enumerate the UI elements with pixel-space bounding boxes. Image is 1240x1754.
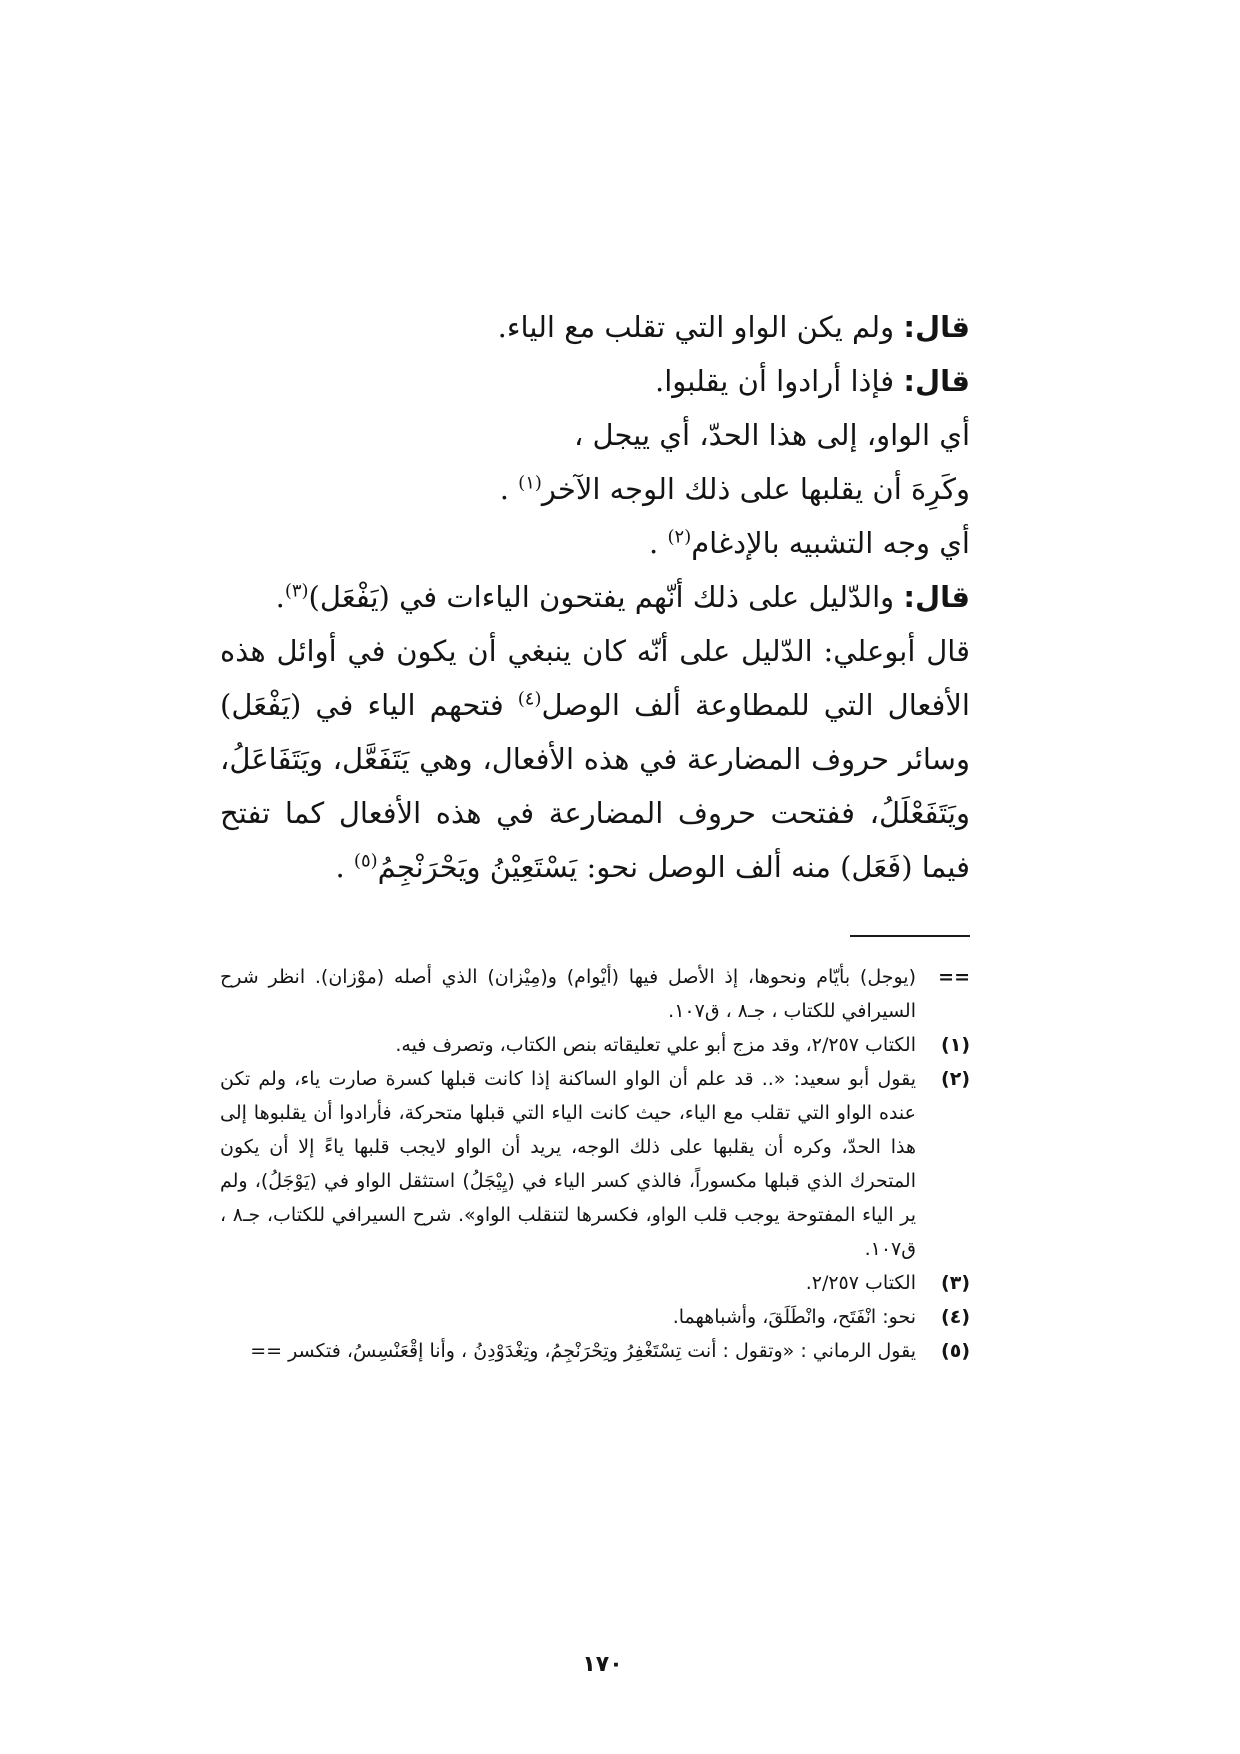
text-line-6 — [220, 570, 970, 624]
text-line-5 — [220, 516, 970, 570]
text-line-4-body: وكَرِهَ أن يقلبها على ذلك الوجه الآخر — [541, 472, 970, 506]
text-line-4 — [220, 462, 970, 516]
footnote-ref-4: (٤) — [517, 688, 542, 710]
paragraph-part-a: قال أبوعلي: الدّليل على أنّه كان ينبغي أن يكون في أوائل هذه الأفعال التي للمطاوعة ألف الوصل — [220, 634, 970, 722]
footnote-text: يقول الرماني : «وتقول : أنت تِسْتَغْفِرُ وتِحْرَنْجِمُ، وتِغْدَوْدِنُ ، وأنا إقْعَنْسِسُ، فتكسر == — [250, 1340, 916, 1362]
footnote-2 — [220, 1062, 970, 1266]
footnote-5 — [220, 1334, 970, 1368]
text-line-5-end: . — [649, 526, 668, 560]
text-line-2-body: فإذا أرادوا أن يقلبوا. — [655, 364, 895, 398]
text-line-3-body: أي الواو، إلى هذا الحدّ، أي ييجل ، — [573, 418, 970, 452]
abu-ali-paragraph — [220, 624, 970, 894]
footnote-4 — [220, 1300, 970, 1334]
footnote-text: (يوجل) بأيّام ونحوها، إذ الأصل فيها (أيْوام) و(مِيْزان) الذي أصله (موْزان). انظر شرح السيرافي للكتاب ، جـ٨ ، ق١٠٧. — [220, 966, 916, 1022]
footnote-mark: (٥) — [941, 1340, 970, 1362]
text-line-1-body: ولم يكن الواو التي تقلب مع الياء. — [497, 310, 895, 344]
text-line-1 — [220, 300, 970, 354]
footnotes — [220, 960, 970, 1368]
qal-label: قال: — [903, 310, 970, 344]
text-line-5-body: أي وجه التشبيه بالإدغام — [691, 526, 970, 560]
footnote-ref-1: (١) — [518, 472, 542, 494]
footnote-mark: == — [938, 966, 970, 988]
paragraph-part-b: فتحهم الياء في (يَفْعَل) وسائر حروف المضارعة في هذه الأفعال، وهي يَتَفَعَّل، ويَتَفَاعَلُ، ويَتَفَعْلَلُ، ففتحت حروف المضارعة في هذه الأفعال كما تفتح فيما (فَعَل) منه ألف الوصل نحو: يَسْتَعِيْنُ ويَحْرَنْجِمُ — [220, 688, 970, 884]
footnote-mark: (١) — [941, 1034, 970, 1056]
qal-label: قال: — [903, 580, 970, 614]
footnote-text: يقول أبو سعيد: «.. قد علم أن الواو الساكنة إذا كانت قبلها كسرة صارت ياء، ولم تكن عنده الواو التي تقلب مع الياء، حيث كانت الياء التي قبلها متحركة، فأرادوا أن يقلبوها إلى هذا الحدّ، وكره أن يقلبها على ذلك الوجه، يريد أن الواو لايجب قلبها ياءً إلا أن يكون المتحرك الذي قبلها مكسوراً، فالذي كسر الياء في (يِيْجَلُ) استثقل الواو في (يَوْجَلُ)، ولم ير الياء المفتوحة يوجب قلب الواو، فكسرها لتنقلب الواو». شرح السيرافي للكتاب، جـ٨ ، ق١٠٧. — [220, 1068, 917, 1260]
footnote-text: الكتاب ٢/٢٥٧، وقد مزج أبو علي تعليقاته بنص الكتاب، وتصرف فيه. — [395, 1034, 916, 1056]
paragraph-end: . — [335, 850, 354, 884]
text-line-6-body: والدّليل على ذلك أنّهم يفتحون الياءات في (يَفْعَل) — [308, 580, 895, 614]
footnote-1 — [220, 1028, 970, 1062]
footnote-ref-3: (٣) — [284, 580, 309, 602]
text-line-6-end: . — [275, 580, 285, 614]
footnote-ref-2: (٢) — [667, 526, 692, 548]
footnote-mark: (٣) — [941, 1272, 970, 1294]
footnote-mark: (٢) — [941, 1068, 970, 1090]
qal-label: قال: — [903, 364, 970, 398]
footnote-separator — [850, 935, 970, 937]
footnote-continued — [220, 960, 970, 1028]
footnote-mark: (٤) — [941, 1306, 970, 1328]
footnote-3 — [220, 1266, 970, 1300]
main-text — [220, 300, 970, 894]
footnote-text: الكتاب ٢/٢٥٧. — [805, 1272, 916, 1294]
text-line-4-end: . — [499, 472, 519, 506]
text-line-2 — [220, 354, 970, 408]
footnote-text: نحو: انْفَتَح، وانْطَلَقَ، وأشباههما. — [672, 1306, 916, 1328]
page-number: ١٧٠ — [582, 1652, 623, 1677]
footnote-ref-5: (٥) — [353, 850, 378, 872]
text-line-3 — [220, 408, 970, 462]
